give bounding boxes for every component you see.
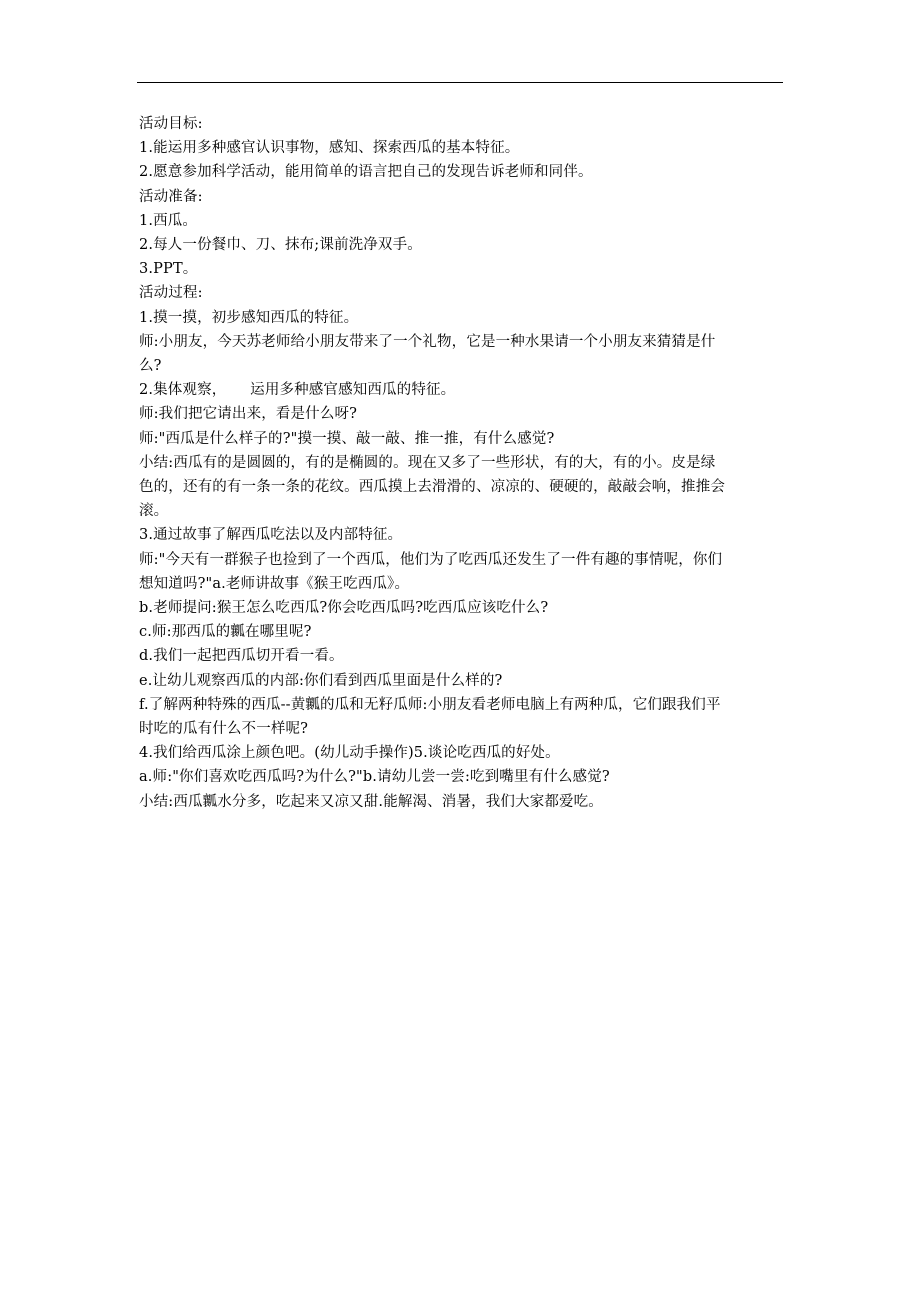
document-body [139,112,789,814]
paragraph-line: 师:小朋友，今天苏老师给小朋友带来了一个礼物，它是一种水果请一个小朋友来猜猜是什 [139,333,716,350]
heading-process: 活动过程: [139,285,203,302]
preparation-item-2: 2.每人一份餐巾、刀、抹布;课前洗净双手。 [139,237,422,254]
paragraph-line: e.让幼儿观察西瓜的内部:你们看到西瓜里面是什么样的? [139,672,503,689]
process-step-2: 2.集体观察， 运用多种感官感知西瓜的特征。 [139,382,456,399]
paragraph-line: 时吃的瓜有什么不一样呢? [139,721,309,738]
paragraph-line: f.了解两种特殊的西瓜--黄瓤的瓜和无籽瓜师:小朋友看老师电脑上有两种瓜，它们跟我们平 [139,696,721,713]
paragraph-line: b.老师提问:猴王怎么吃西瓜?你会吃西瓜吗?吃西瓜应该吃什么? [139,600,549,617]
paragraph-line: 师:我们把它请出来，看是什么呀? [139,406,358,423]
paragraph-line: c.师:那西瓜的瓤在哪里呢? [139,624,312,641]
process-step-4: 4.我们给西瓜涂上颜色吧。(幼儿动手操作)5.谈论吃西瓜的好处。 [139,745,560,762]
paragraph-line: 师:"今天有一群猴子也捡到了一个西瓜，他们为了吃西瓜还发生了一件有趣的事情呢，你们 [139,551,723,568]
summary-line: 色的，还有的有一条一条的花纹。西瓜摸上去滑滑的、凉凉的、硬硬的，敲敲会响，推推会 [139,479,725,496]
paragraph-line: 想知道吗?"a.老师讲故事《猴王吃西瓜》。 [139,575,410,592]
heading-preparation: 活动准备: [139,188,203,205]
process-step-3: 3.通过故事了解西瓜吃法以及内部特征。 [139,527,403,544]
paragraph-line: 师:"西瓜是什么样子的?"摸一摸、敲一敲、推一推，有什么感觉? [139,430,555,447]
paragraph-line: a.师:"你们喜欢吃西瓜吗?为什么?"b.请幼儿尝一尝:吃到嘴里有什么感觉? [139,769,610,786]
paragraph-line: d.我们一起把西瓜切开看一看。 [139,648,344,665]
goal-item-1: 1.能运用多种感官认识事物，感知、探索西瓜的基本特征。 [139,140,520,157]
header-rule [137,82,783,83]
preparation-item-3: 3.PPT。 [139,261,198,278]
preparation-item-1: 1.西瓜。 [139,212,198,229]
goal-item-2: 2.愿意参加科学活动，能用简单的语言把自己的发现告诉老师和同伴。 [139,164,593,181]
paragraph-line: 么? [139,358,162,375]
heading-goals: 活动目标: [139,116,203,132]
summary-line: 滚。 [139,503,169,520]
summary-line: 小结:西瓜有的是圆圆的，有的是椭圆的。现在又多了一些形状，有的大，有的小。皮是绿 [139,454,716,471]
summary-line: 小结:西瓜瓤水分多，吃起来又凉又甜.能解渴、消暑，我们大家都爱吃。 [139,793,603,810]
process-step-1: 1.摸一摸，初步感知西瓜的特征。 [139,309,359,326]
